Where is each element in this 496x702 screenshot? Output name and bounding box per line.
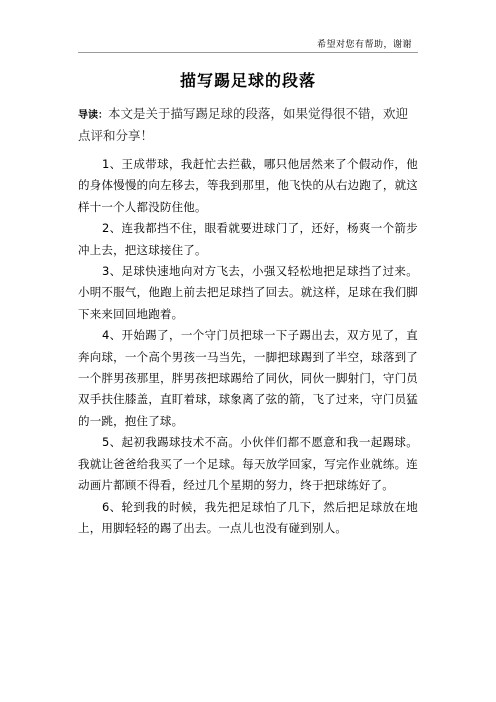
lead-text: 本文是关于描写踢足球的段落，如果觉得很不错，欢迎点评和分享！ [78, 106, 409, 143]
paragraph-4: 4、开始踢了，一个守门员把球一下子踢出去，双方见了，直奔向球，一个高个男孩一马当先，一脚把球踢到了半空，球落到了一个胖男孩那里，胖男孩把球踢给了同伙，同伙一脚射门，守门员双手扶住膝盖，直盯着球，球象离了弦的箭，飞了过来，守门员猛的一跳，抱住了球。 [78, 328, 418, 428]
paragraph-3: 3、足球快速地向对方飞去，小强又轻松地把足球挡了过来。小明不服气，他跑上前去把足球挡了回去。就这样，足球在我们脚下来来回回地跑着。 [78, 264, 418, 321]
document-body [78, 154, 418, 539]
paragraph-6: 6、轮到我的时候，我先把足球怕了几下，然后把足球放在地上，用脚轻轻的踢了出去。一点儿也没有碰到别人。 [78, 499, 418, 535]
header-divider [78, 52, 418, 53]
lead-label: 导读： [78, 110, 108, 121]
document-title: 描写踢足球的段落 [179, 71, 316, 90]
header-note: 希望对您有帮助，谢谢 [316, 40, 412, 50]
paragraph-5: 5、起初我踢球技术不高。小伙伴们都不愿意和我一起踢球。我就让爸爸给我买了一个足球。每天放学回家，写完作业就练。连动画片都顾不得看，经过几个星期的努力，终于把球练好了。 [78, 435, 418, 493]
lead-paragraph [78, 104, 418, 146]
paragraph-1: 1、王成带球，我赶忙去拦截，哪只他居然来了个假动作，他的身体慢慢的向左移去，等我到那里，他飞快的从右边跑了，就这样十一个人都没防住他。 [78, 157, 418, 214]
paragraph-2: 2、连我都挡不住，眼看就要进球门了，还好，杨爽一个箭步冲上去，把这球接住了。 [78, 221, 418, 257]
